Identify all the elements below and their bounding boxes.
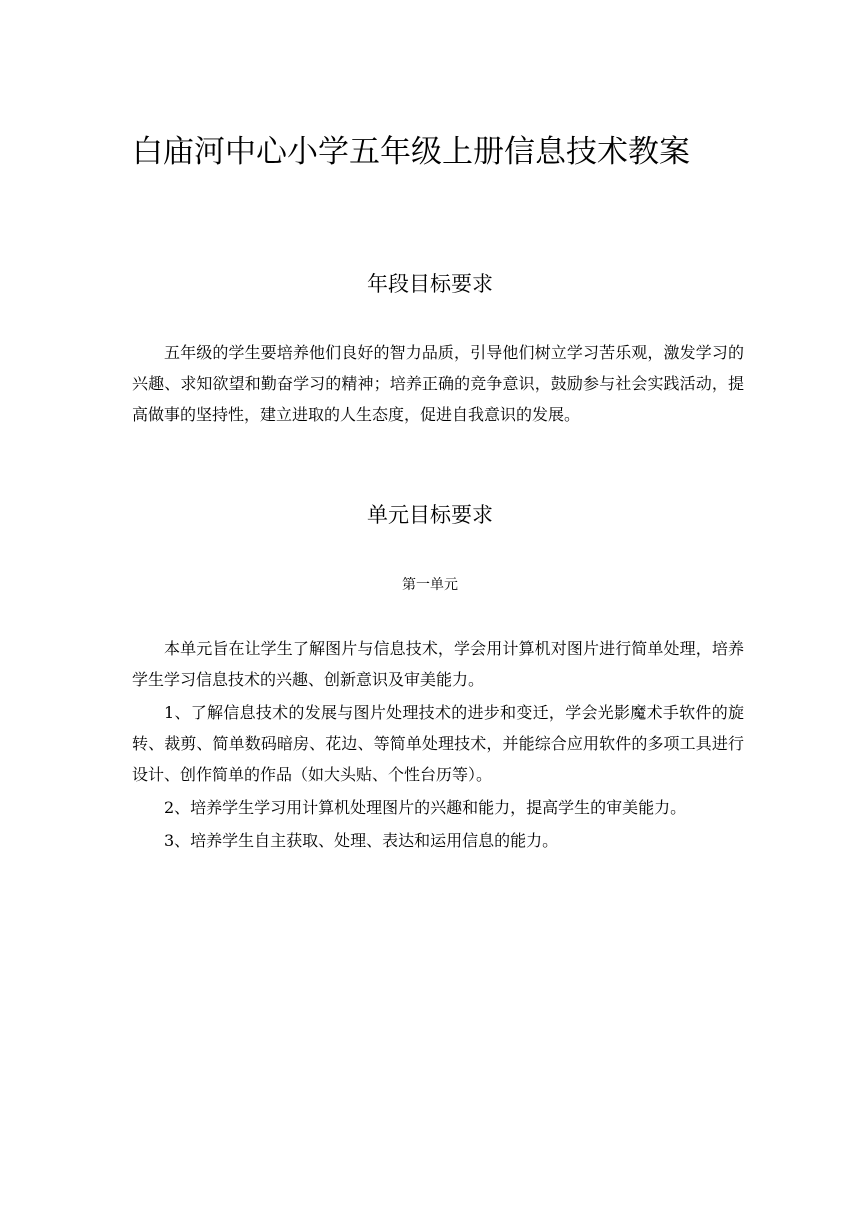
unit-paragraph-2: 2、培养学生学习用计算机处理图片的兴趣和能力，提高学生的审美能力。 — [164, 798, 687, 817]
unit-name: 第一单元 — [402, 577, 458, 593]
unit-paragraph-1: 1、了解信息技术的发展与图片处理技术的进步和变迁，学会光影魔术手软件的旋转、裁剪、简单数码暗房、花边、等简单处理技术，并能综合应用软件的多项工具进行设计、创作简单的作品（如大头贴、个性台历等）。 — [132, 703, 744, 784]
grade-goals-body — [132, 337, 744, 430]
document-title: 白庙河中心小学五年级上册信息技术教案 — [132, 134, 690, 170]
unit-goals-body — [132, 633, 744, 858]
unit-paragraph-3: 3、培养学生自主获取、处理、表达和运用信息的能力。 — [164, 831, 559, 850]
grade-goals-heading: 年段目标要求 — [367, 272, 493, 296]
grade-goals-paragraph: 五年级的学生要培养他们良好的智力品质，引导他们树立学习苦乐观，激发学习的兴趣、求知欲望和勤奋学习的精神；培养正确的竞争意识，鼓励参与社会实践活动，提高做事的坚持性，建立进取的人生态度，促进自我意识的发展。 — [132, 343, 744, 424]
unit-goals-heading: 单元目标要求 — [367, 503, 493, 527]
unit-paragraph-intro: 本单元旨在让学生了解图片与信息技术，学会用计算机对图片进行简单处理，培养学生学习信息技术的兴趣、创新意识及审美能力。 — [132, 639, 744, 689]
